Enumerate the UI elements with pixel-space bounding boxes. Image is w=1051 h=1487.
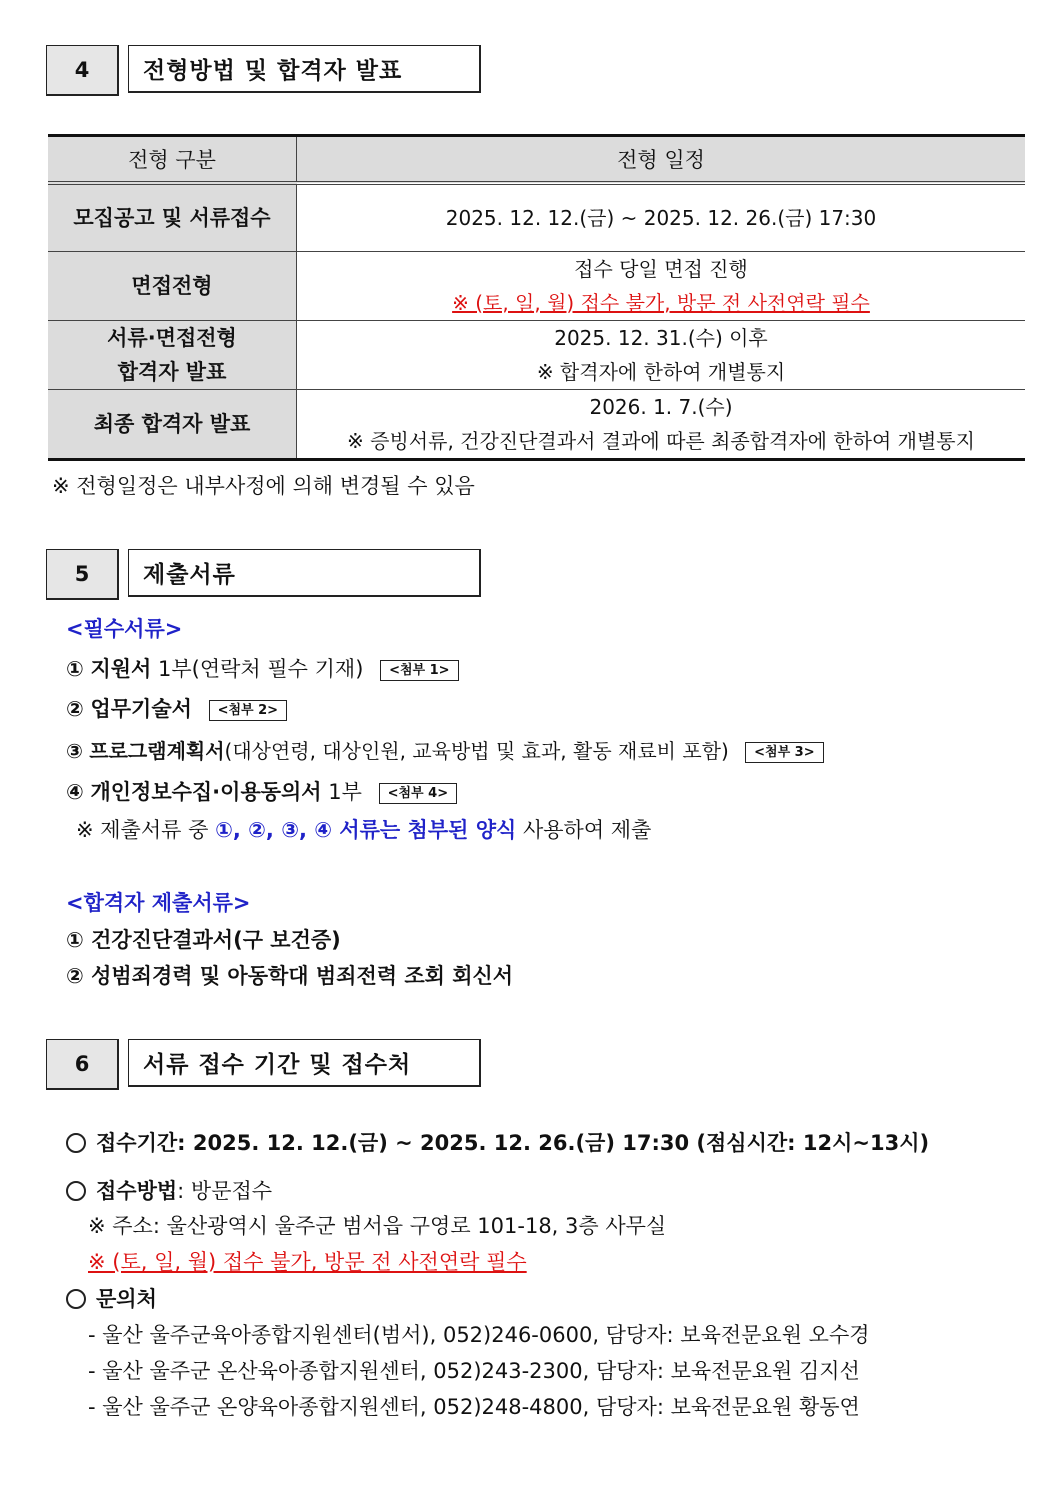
list-item: ① 건강진단결과서(구 보건증): [66, 928, 341, 952]
row-note-line: ※ 합격자에 한하여 개별통지: [536, 359, 786, 384]
item-number: ④: [66, 780, 84, 804]
item-name: 프로그램계획서: [89, 739, 225, 763]
attachment-badge: <첨부 4>: [379, 783, 457, 804]
required-docs-header: <필수서류>: [66, 617, 183, 641]
receipt-method: [66, 1175, 272, 1205]
row-label: 면접전형: [48, 251, 297, 320]
table-row: [48, 320, 1025, 389]
contact-item: - 울산 울주군 온산육아종합지원센터, 052)243-2300, 담당자: 보육전문요원 김지선: [88, 1359, 860, 1383]
table-header-row: [48, 136, 1025, 184]
list-item: [66, 735, 824, 764]
item-number: ②: [66, 697, 84, 721]
item-number: ③: [66, 739, 83, 763]
section-number: 4: [46, 45, 119, 96]
list-item: [66, 776, 457, 806]
row-value-line: 2026. 1. 7.(수): [589, 394, 733, 419]
section-title: 전형방법 및 합격자 발표: [128, 45, 481, 93]
row-label: 모집공고 및 서류접수: [48, 183, 297, 251]
table-row: [48, 251, 1025, 320]
passed-docs-header: <합격자 제출서류>: [66, 891, 251, 915]
contact-item: - 울산 울주군육아종합지원센터(범서), 052)246-0600, 담당자: 보육전문요원 오수경: [88, 1323, 870, 1347]
attachment-badge: <첨부 2>: [209, 700, 287, 721]
circle-bullet-icon: [66, 1133, 86, 1153]
item-number: ①: [66, 657, 84, 681]
row-warning-line: ※ (토, 일, 월) 접수 불가, 방문 전 사전연락 필수: [452, 290, 870, 315]
column-header: 전형 일정: [297, 136, 1026, 184]
note-prefix: ※ 제출서류 중: [76, 818, 216, 842]
circle-bullet-icon: [66, 1289, 86, 1309]
section-number: 5: [46, 549, 119, 600]
schedule-note: ※ 전형일정은 내부사정에 의해 변경될 수 있음: [52, 474, 475, 498]
item-detail: 1부(연락처 필수 기재): [151, 657, 364, 681]
attachment-badge: <첨부 1>: [380, 660, 458, 681]
row-value-line: 2025. 12. 31.(수) 이후: [554, 325, 768, 350]
address: ※ 주소: 울산광역시 울주군 범서읍 구영로 101-18, 3층 사무실: [88, 1214, 667, 1238]
row-label-line: 서류·면접전형: [107, 325, 237, 350]
column-header: 전형 구분: [48, 136, 297, 184]
row-value: [297, 251, 1026, 320]
note-suffix: 사용하여 제출: [516, 818, 652, 842]
period-value: : 2025. 12. 12.(금) ~ 2025. 12. 26.(금) 17:30 (점심시간: 12시~13시): [177, 1131, 930, 1155]
table-row: [48, 183, 1025, 251]
visit-warning: ※ (토, 일, 월) 접수 불가, 방문 전 사전연락 필수: [88, 1250, 527, 1274]
note-highlight: ①, ②, ③, ④ 서류는 첨부된 양식: [215, 818, 517, 842]
row-value-line: 접수 당일 면접 진행: [574, 256, 748, 281]
list-item: ② 성범죄경력 및 아동학대 범죄전력 조회 회신서: [66, 964, 514, 988]
table-row: [48, 389, 1025, 459]
row-note-line: ※ 증빙서류, 건강진단결과서 결과에 따른 최종합격자에 한하여 개별통지: [347, 428, 975, 453]
method-label: 접수방법: [96, 1179, 178, 1203]
item-detail: (대상연령, 대상인원, 교육방법 및 효과, 활동 재료비 포함): [224, 739, 729, 763]
receipt-period: [66, 1127, 929, 1157]
item-name: 지원서: [90, 657, 152, 681]
schedule-table: [48, 134, 1025, 461]
item-name: 개인정보수집·이용동의서: [90, 780, 322, 804]
submission-note: [76, 814, 651, 844]
list-item: [66, 653, 459, 683]
row-value: [297, 320, 1026, 389]
attachment-badge: <첨부 3>: [745, 742, 823, 763]
method-value: : 방문접수: [177, 1179, 273, 1203]
contact-item: - 울산 울주군 온양육아종합지원센터, 052)248-4800, 담당자: 보육전문요원 황동연: [88, 1395, 860, 1419]
list-item: [66, 693, 287, 723]
circle-bullet-icon: [66, 1181, 86, 1201]
contact-heading: [66, 1283, 157, 1313]
section-number: 6: [46, 1039, 119, 1090]
row-label: 최종 합격자 발표: [48, 389, 297, 459]
contact-label: 문의처: [96, 1287, 157, 1311]
row-value: 2025. 12. 12.(금) ~ 2025. 12. 26.(금) 17:30: [297, 183, 1026, 251]
section-title: 서류 접수 기간 및 접수처: [128, 1039, 481, 1087]
row-value: [297, 389, 1026, 459]
item-detail: 1부: [321, 780, 362, 804]
row-label-line: 합격자 발표: [117, 359, 227, 384]
section-title: 제출서류: [128, 549, 481, 597]
period-label: 접수기간: [96, 1131, 178, 1155]
item-name: 업무기술서: [90, 697, 192, 721]
row-label: [48, 320, 297, 389]
